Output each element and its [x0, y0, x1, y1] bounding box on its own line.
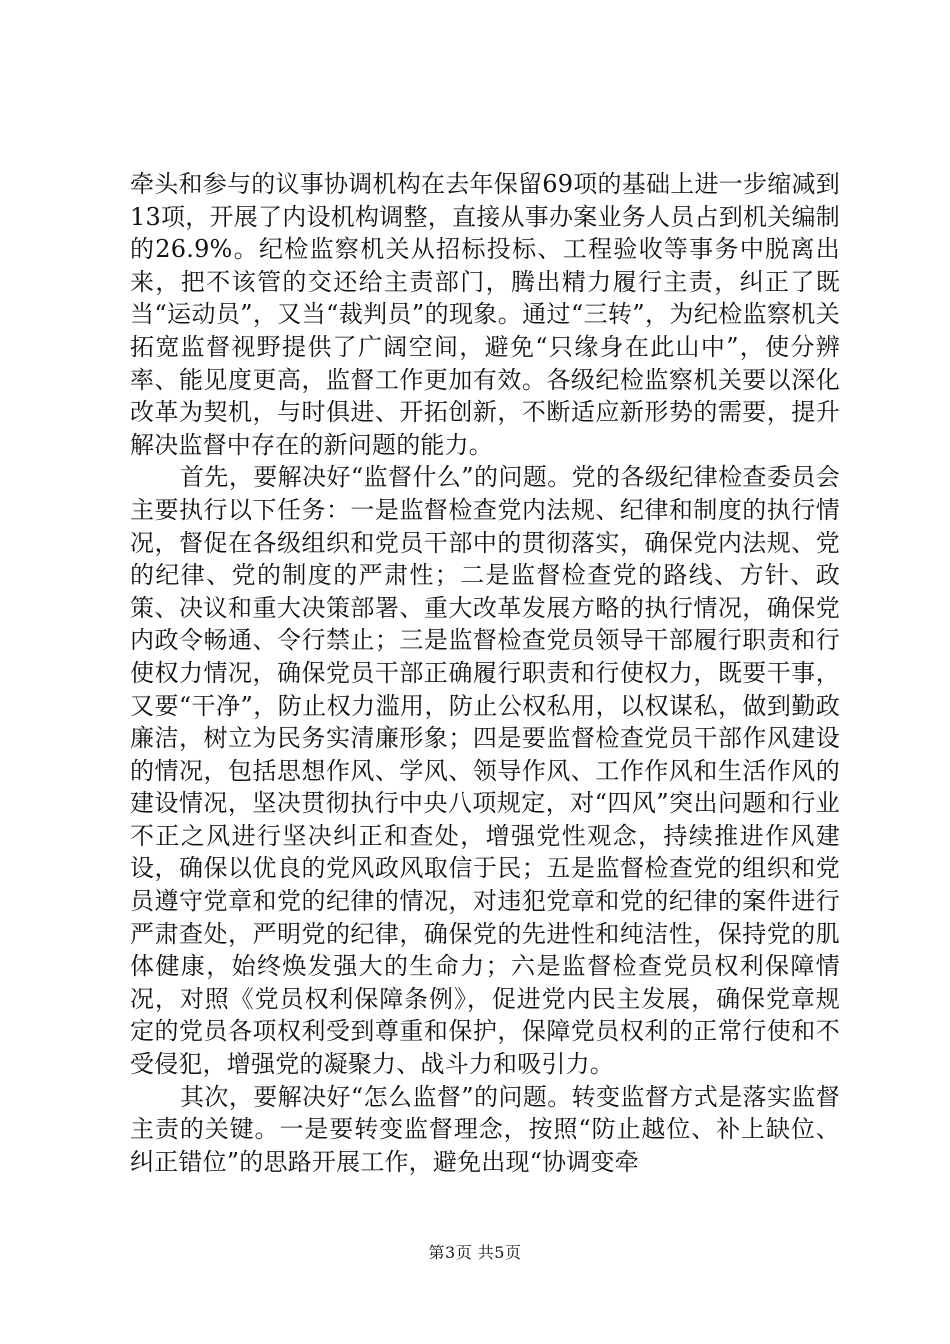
paragraph-continuation: 牵头和参与的议事协调机构在去年保留69项的基础上进一步缩减到13项，开展了内设机构调整，直接从事办案业务人员占到机关编制的26.9%。纪检监察机关从招标投标、工程验收等事务中脱离出来，把不该管的交还给主责部门，腾出精力履行主责，纠正了既当“运动员”，又当“裁判员”的现象。通过“三转”，为纪检监察机关拓宽监督视野提供了广阔空间，避免“只缘身在此山中”，使分辨率、能见度更高，监督工作更加有效。各级纪检监察机关要以深化改革为契机，与时俱进、开拓创新，不断适应新形势的需要，提升解决监督中存在的新问题的能力。	[130, 170, 840, 459]
page-footer: 第3页 共5页	[428, 1243, 522, 1262]
paragraph-what-to-supervise: 首先，要解决好“监督什么”的问题。党的各级纪律检查委员会主要执行以下任务：一是监督检查党内法规、纪律和制度的执行情况，督促在各级组织和党员干部中的贯彻落实，确保党内法规、党的纪律、党的制度的严肃性；二是监督检查党的路线、方针、政策、决议和重大决策部署、重大改革发展方略的执行情况，确保党内政令畅通、令行禁止；三是监督检查党员领导干部履行职责和行使权力情况，确保党员干部正确履行职责和行使权力，既要干事，又要“干净”，防止权力滥用，防止公权私用，以权谋私，做到勤政廉洁，树立为民务实清廉形象；四是要监督检查党员干部作风建设的情况，包括思想作风、学风、领导作风、工作作风和生活作风的建设情况，坚决贯彻执行中央八项规定，对“四风”突出问题和行业不正之风进行坚决纠正和查处，增强党性观念，持续推进作风建设，确保以优良的党风政风取信于民；五是监督检查党的组织和党员遵守党章和党的纪律的情况，对违犯党章和党的纪律的案件进行严肃查处，严明党的纪律，确保党的先进性和纯洁性，保持党的肌体健康，始终焕发强大的生命力；六是监督检查党员权利保障情况，对照《党员权利保障条例》，促进党内民主发展，确保党章规定的党员各项权利受到尊重和保护，保障党员权利的正常行使和不受侵犯，增强党的凝聚力、战斗力和吸引力。	[130, 463, 840, 1079]
paragraph-how-to-supervise: 其次，要解决好“怎么监督”的问题。转变监督方式是落实监督主责的关键。一是要转变监督理念，按照“防止越位、补上缺位、纠正错位”的思路开展工作，避免出现“协调变牵	[130, 1082, 840, 1176]
document-body	[130, 168, 840, 1178]
